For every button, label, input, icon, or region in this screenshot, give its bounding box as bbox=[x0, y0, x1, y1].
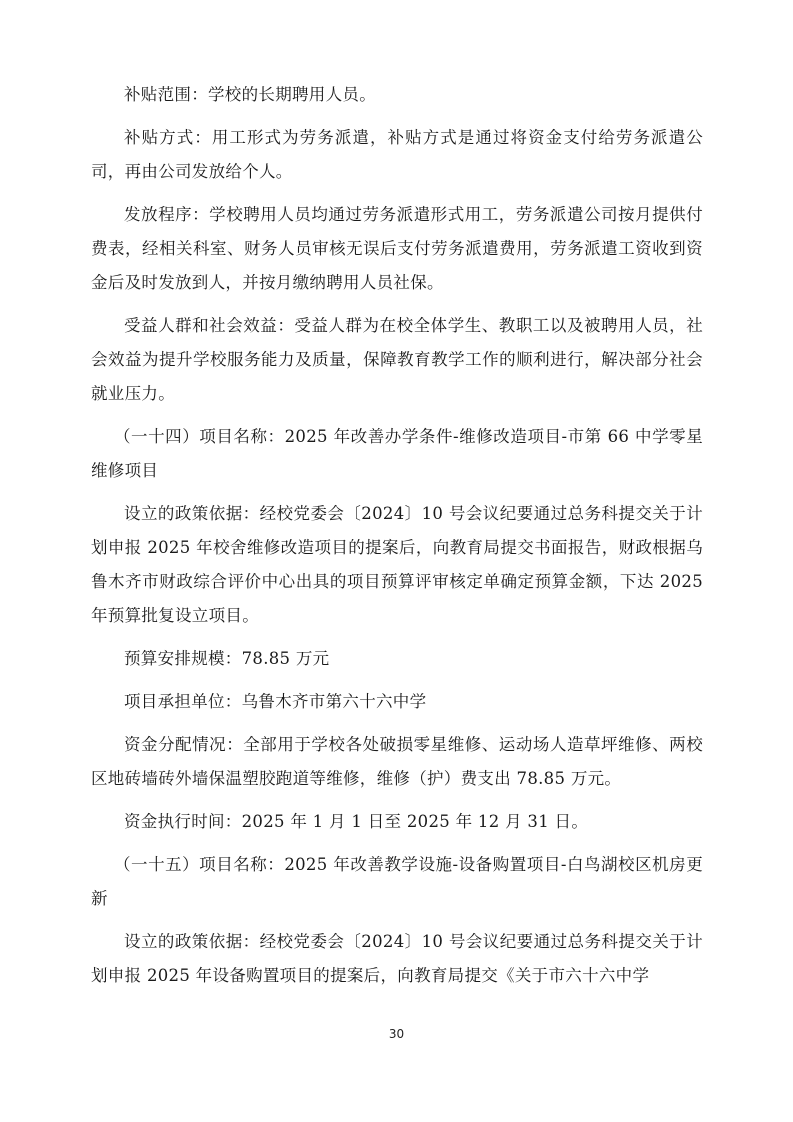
paragraph-fund-allocation: 资金分配情况：全部用于学校各处破损零星维修、运动场人造草坪维修、两校区地砖墙砖外墙保温塑胶跑道等维修，维修（护）费支出 78.85 万元。 bbox=[91, 735, 703, 788]
page-body bbox=[91, 78, 703, 1002]
paragraph-beneficiaries: 受益人群和社会效益：受益人群为在校全体学生、教职工以及被聘用人员，社会效益为提升学校服务能力及质量，保障教育教学工作的顺利进行，解决部分社会就业压力。 bbox=[91, 316, 703, 403]
section-heading-15: （一十五）项目名称：2025 年改善教学设施-设备购置项目-白鸟湖校区机房更新 bbox=[91, 855, 703, 908]
section-heading-14: （一十四）项目名称：2025 年改善办学条件-维修改造项目-市第 66 中学零星维修项目 bbox=[91, 427, 703, 480]
paragraph-budget-scale: 预算安排规模：78.85 万元 bbox=[124, 649, 330, 668]
paragraph-distribution-procedure: 发放程序：学校聘用人员均通过劳务派遣形式用工，劳务派遣公司按月提供付费表，经相关科室、财务人员审核无误后支付劳务派遣费用，劳务派遣工资收到资金后及时发放到人，并按月缴纳聘用人员社保。 bbox=[91, 205, 703, 292]
paragraph-subsidy-scope: 补贴范围：学校的长期聘用人员。 bbox=[124, 85, 376, 104]
paragraph-responsible-unit: 项目承担单位：乌鲁木齐市第六十六中学 bbox=[124, 692, 427, 711]
paragraph-policy-basis-14: 设立的政策依据：经校党委会〔2024〕10 号会议纪要通过总务科提交关于计划申报 2025 年校舍维修改造项目的提案后，向教育局提交书面报告，财政根据乌鲁木齐市财政综合评价中心出具的项目预算评审核定单确定预算金额，下达 2025 年预算批复设立项目。 bbox=[91, 504, 703, 625]
paragraph-policy-basis-15: 设立的政策依据：经校党委会〔2024〕10 号会议纪要通过总务科提交关于计划申报 2025 年设备购置项目的提案后，向教育局提交《关于市六十六中学 bbox=[91, 932, 703, 985]
paragraph-execution-period: 资金执行时间：2025 年 1 月 1 日至 2025 年 12 月 31 日。 bbox=[124, 812, 589, 831]
page-number: 30 bbox=[388, 1027, 405, 1041]
paragraph-subsidy-method: 补贴方式：用工形式为劳务派遣，补贴方式是通过将资金支付给劳务派遣公司，再由公司发放给个人。 bbox=[91, 128, 703, 181]
